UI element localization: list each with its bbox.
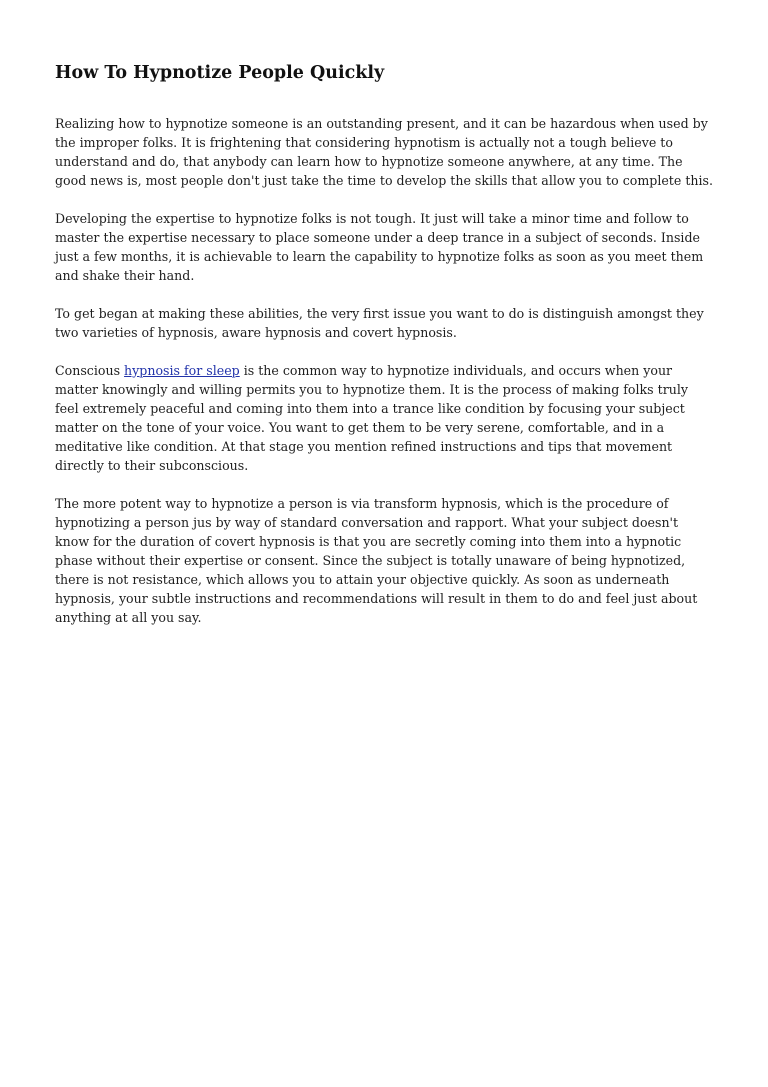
- paragraph-conscious-rest: is the common way to hypnotize individuals, and occurs when your matter knowingly and willing permits you to hypnotize them. It is the process of making folks truly feel extremely peaceful and coming into them into a trance like condition by focusing your subject matter on the tone of your voice. You want to get them to be very serene, comfortable, and in a meditative like condition. At that stage you mention refined instructions and tips that movement directly to their subconscious.: [55, 363, 688, 473]
- paragraph-intro: Realizing how to hypnotize someone is an outstanding present, and it can be hazardous when used by the improper folks. It is frightening that considering hypnotism is actually not a tough believe to understand and do, that anybody can learn how to hypnotize someone anywhere, at any time. The good news is, most people don't just take the time to develop the skills that allow you to complete this.: [55, 116, 713, 188]
- document-page: [55, 60, 715, 646]
- paragraph-varieties: To get began at making these abilities, the very first issue you want to do is distinguish amongst they two varieties of hypnosis, aware hypnosis and covert hypnosis.: [55, 306, 704, 340]
- hypnosis-for-sleep-link[interactable]: hypnosis for sleep: [124, 363, 240, 378]
- paragraph-conscious: [55, 361, 715, 475]
- paragraph-covert: The more potent way to hypnotize a person is via transform hypnosis, which is the procedure of hypnotizing a person jus by way of standard conversation and rapport. What your subject doesn't know for the duration of covert hypnosis is that you are secretly coming into them into a hypnotic phase without their expertise or consent. Since the subject is totally unaware of being hypnotized, there is not resistance, which allows you to attain your objective quickly. As soon as underneath hypnosis, your subtle instructions and recommendations will result in them to do and feel just about anything at all you say.: [55, 496, 698, 625]
- paragraph-conscious-start: Conscious: [55, 363, 125, 378]
- paragraph-expertise: Developing the expertise to hypnotize folks is not tough. It just will take a minor time and follow to master the expertise necessary to place someone under a deep trance in a subject of seconds. Inside just a few months, it is achievable to learn the capability to hypnotize folks as soon as you meet them and shake their hand.: [55, 211, 704, 283]
- page-title: How To Hypnotize People Quickly: [55, 63, 385, 83]
